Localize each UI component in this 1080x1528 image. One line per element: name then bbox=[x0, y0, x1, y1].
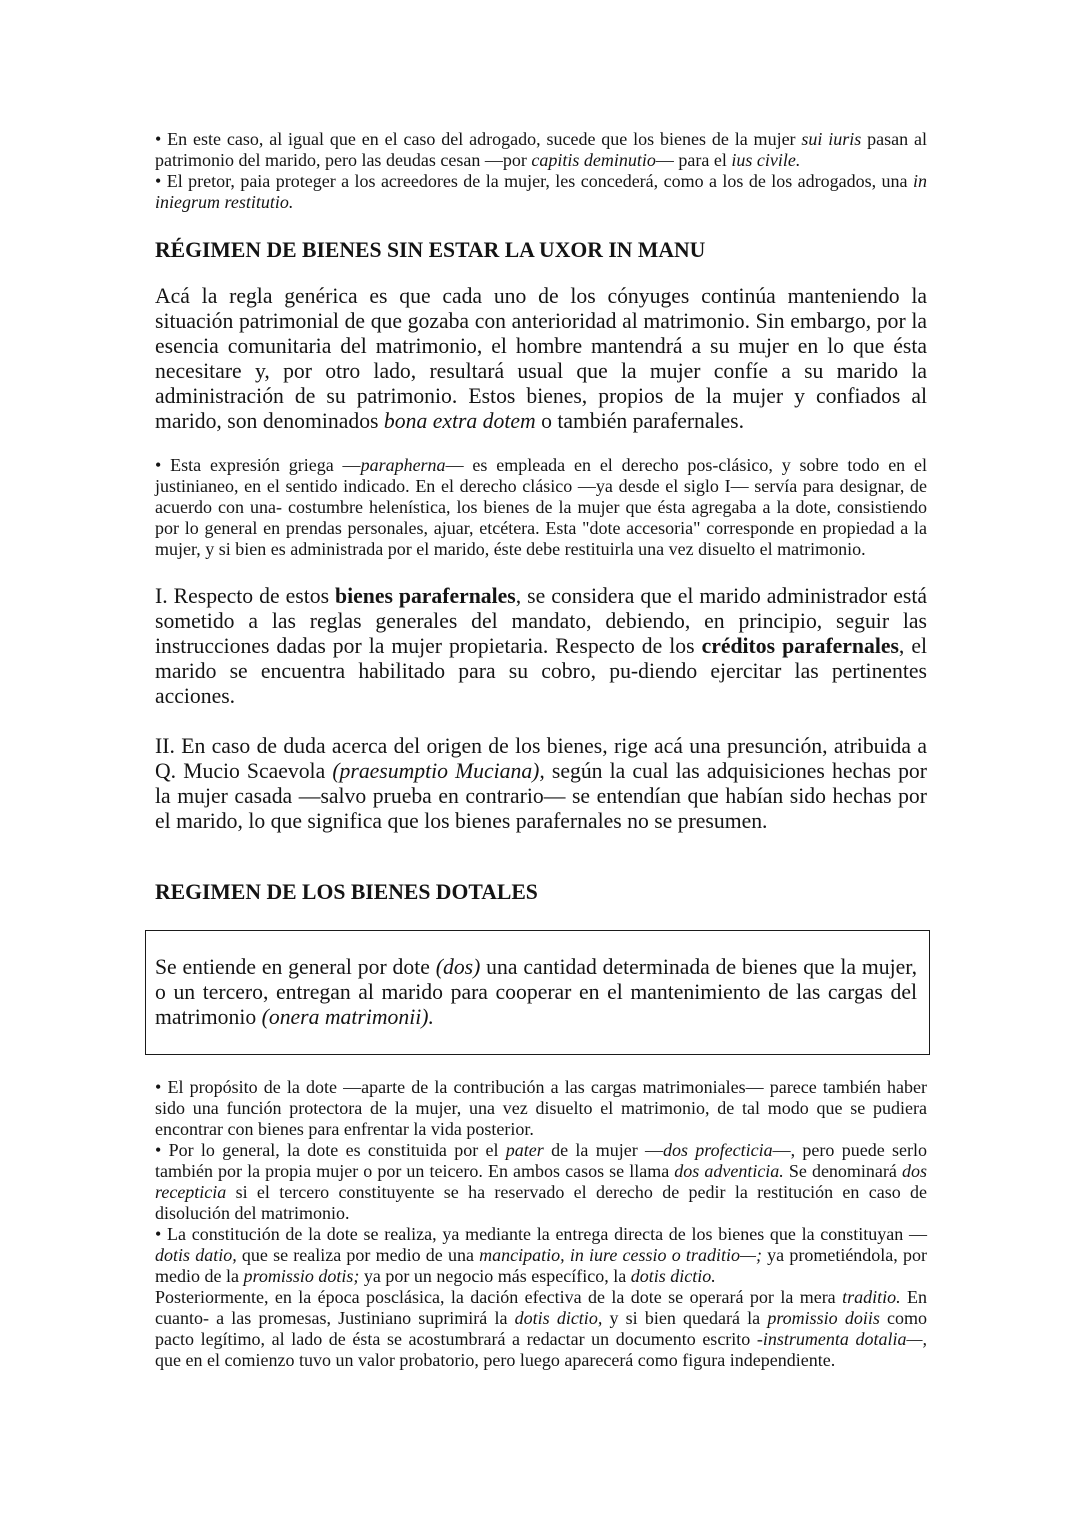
note-pretor bbox=[155, 171, 927, 213]
bold-term: bienes parafernales bbox=[335, 584, 516, 608]
text-run: Se entiende en general por dote bbox=[155, 955, 436, 979]
notes-dote bbox=[155, 1077, 927, 1371]
italic-term: dotis datio, bbox=[155, 1245, 237, 1265]
italic-term: sui iuris bbox=[801, 129, 862, 149]
italic-term: bona extra dotem bbox=[383, 409, 536, 433]
text-run: ya por un negocio más específico, la bbox=[359, 1266, 631, 1286]
text-run: ya prometiéndola, por medio de la bbox=[155, 1245, 927, 1286]
notes-top bbox=[155, 129, 927, 213]
section-heading-uxor: RÉGIMEN DE BIENES SIN ESTAR LA UXOR IN MANU bbox=[155, 238, 706, 262]
italic-term: promissio dotis; bbox=[243, 1266, 360, 1286]
note-constituida bbox=[155, 1140, 927, 1224]
text-run: y si bien quedará la bbox=[602, 1308, 768, 1328]
text-run: como pacto legítimo, al lado de ésta se acostumbrará a redactar un documento escrito bbox=[155, 1308, 928, 1349]
italic-term: dotis dictio, bbox=[514, 1308, 603, 1328]
text-run: si el tercero constituyente se ha reservado el derecho de pedir la restitución en caso de disolución del matrimonio. bbox=[155, 1182, 927, 1223]
italic-term: in iniegrum restitutio. bbox=[155, 171, 927, 212]
note-constitucion bbox=[155, 1224, 927, 1287]
text-run: o también parafernales. bbox=[535, 409, 745, 433]
text-run: , el marido se encuentra habilitado para su cobro, pu-diendo ejercitar las pertinentes acciones. bbox=[155, 634, 927, 708]
italic-term: traditio. bbox=[842, 1287, 901, 1307]
text-run: • La constitución de la dote se realiza, ya mediante la entrega directa de los bienes que la constituyan — bbox=[155, 1224, 927, 1244]
note-parapherna bbox=[155, 455, 927, 560]
note-adrogado bbox=[155, 129, 927, 171]
text-run: según la cual las adquisiciones hechas por la mujer casada —salvo prueba en contrario— se entendían que habían sido hechas por el marido, lo que significa que los bienes parafernales no se presumen. bbox=[155, 759, 927, 833]
text-run: que en el comienzo tuvo un valor probatorio, pero luego aparecerá como figura independiente. bbox=[155, 1350, 836, 1370]
italic-term: mancipatio, in iure cessio o traditio—; bbox=[479, 1245, 762, 1265]
italic-term: ius civile. bbox=[731, 150, 801, 170]
text-run: I. Respecto de estos bbox=[155, 584, 336, 608]
italic-term: dos adventicia. bbox=[674, 1161, 784, 1181]
text-run: Acá la regla genérica es que cada uno de los cónyuges continúa manteniendo la situación patrimonial de que gozaba con anterioridad al matrimonio. Sin embargo, por la esencia comunitaria del matrimonio, el hombre mantendrá a su mujer en lo que ésta necesitare y, por otro lado, resultará usual que la mujer confíe a su marido la administración de su patrimonio. Estos bienes, propios de la mujer y confiados al marido, son denominados bbox=[155, 284, 927, 433]
text-run: — es empleada en el derecho pos-clásico, y sobre todo en el justinianeo, en el sentido indicado. En el derecho clásico —ya desde el siglo I— servía para designar, de acuerdo con una- costumbre helenística, los bienes de la mujer que ésta agregaba a la dote, consistiendo por lo general en prendas personales, ajuar, etcétera. Esta "dote accesoria" corresponde en propiedad a la mujer, y si bien es administrada por el marido, éste debe restituirla una vez disuelto el matrimonio. bbox=[155, 455, 927, 559]
text-run: En cuanto- a las promesas, Justiniano suprimirá la bbox=[155, 1287, 927, 1328]
italic-term: (onera matrimonii). bbox=[261, 1005, 434, 1029]
note-posclasica bbox=[155, 1287, 927, 1371]
italic-term: capitis deminutio bbox=[531, 150, 656, 170]
text-run: pasan al patrimonio del marido, pero las deudas cesan —por bbox=[155, 129, 927, 170]
point-ii-paragraph bbox=[155, 734, 927, 834]
italic-term: promissio doiis bbox=[767, 1308, 880, 1328]
italic-term: dos profecticia bbox=[663, 1140, 773, 1160]
italic-term: (praesumptio Muciana), bbox=[332, 759, 545, 783]
text-run: • En este caso, al igual que en el caso del adrogado, sucede que los bienes de la mujer bbox=[155, 129, 802, 149]
text-run: • El propósito de la dote —aparte de la contribución a las cargas matrimoniales— parece también haber sido una función protectora de la mujer, una vez disuelto el matrimonio, de tal modo que se pudiera encontrar con bienes para enfrentar la vida posterior. bbox=[155, 1077, 927, 1139]
italic-term: dos recepticia bbox=[155, 1161, 927, 1202]
point-i-paragraph bbox=[155, 584, 927, 709]
text-run: —, pero puede serlo también por la propia mujer o por un teicero. En ambos casos se llama bbox=[155, 1140, 927, 1181]
italic-term: parapherna bbox=[360, 455, 446, 475]
text-run: , se considera que el marido administrador está sometido a las reglas generales del mandato, debiendo, en principio, seguir las instrucciones dadas por la mujer propietaria. Respecto de los bbox=[155, 584, 927, 658]
note-proposito bbox=[155, 1077, 927, 1140]
section-heading-dotales: REGIMEN DE LOS BIENES DOTALES bbox=[155, 880, 538, 904]
text-run: una cantidad determinada de bienes que la mujer, o un tercero, entregan al marido para cooperar en el mantenimiento de las cargas del matrimonio bbox=[155, 955, 917, 1029]
text-run: • Esta expresión griega — bbox=[155, 455, 361, 475]
page-content bbox=[155, 129, 927, 1371]
definition-text bbox=[155, 955, 917, 1030]
text-run: II. En caso de duda acerca del origen de los bienes, rige acá una presunción, atribuida a Q. Mucio Scaevola bbox=[155, 734, 927, 783]
text-run: que se realiza por medio de una bbox=[236, 1245, 480, 1265]
definition-box bbox=[145, 930, 930, 1055]
text-run: — para el bbox=[655, 150, 732, 170]
italic-term: pater bbox=[505, 1140, 544, 1160]
italic-term: dotis dictio. bbox=[630, 1266, 716, 1286]
text-run: de la mujer — bbox=[543, 1140, 663, 1160]
text-run: Posteriormente, en la época posclásica, la dación efectiva de la dote se operará por la mera bbox=[155, 1287, 843, 1307]
italic-term: (dos) bbox=[435, 955, 481, 979]
bold-term: créditos parafernales bbox=[701, 634, 899, 658]
intro-paragraph bbox=[155, 284, 927, 434]
italic-term: -instrumenta dotalia—, bbox=[756, 1329, 927, 1349]
text-run: • El pretor, paia proteger a los acreedores de la mujer, les concederá, como a los de los adrogados, una bbox=[155, 171, 913, 191]
text-run: Se denominará bbox=[783, 1161, 902, 1181]
text-run: • Por lo general, la dote es constituida por el bbox=[155, 1140, 506, 1160]
